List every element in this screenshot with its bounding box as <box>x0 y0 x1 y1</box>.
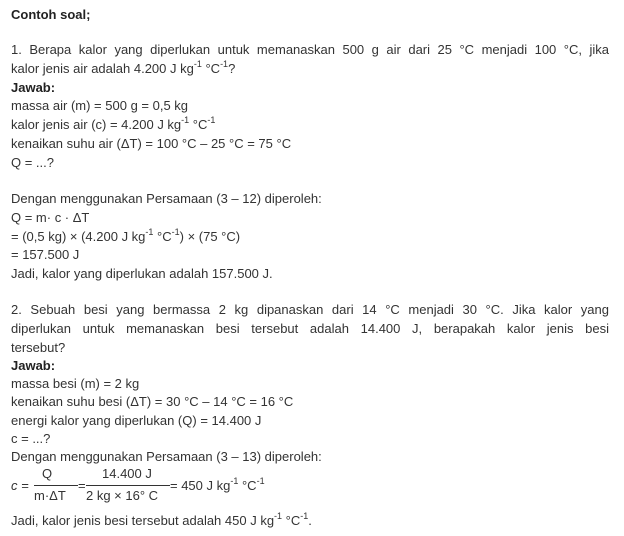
q1-line1: 1. Berapa kalor yang diperlukan untuk memanaskan 500 g air dari 25 °C menjadi 100 °C, jika <box>11 42 609 57</box>
q1-answer-label: Jawab: <box>11 80 56 95</box>
q2-line2: diperlukan untuk memanaskan besi tersebut adalah 14.400 J, berapakah kalor jenis besi <box>11 321 609 336</box>
q1-formula: Q = m· c · ΔT <box>11 210 90 225</box>
q2-heat-energy: energi kalor yang diperlukan (Q) = 14.400 J <box>11 413 262 428</box>
q1-result: = 157.500 J <box>11 247 80 262</box>
section-title: Contoh soal; <box>11 7 91 22</box>
eq-fraction-bar-1 <box>34 485 78 486</box>
eq-denominator-1: m·ΔT <box>34 488 66 503</box>
q1-temp-change: kenaikan suhu air (ΔT) = 100 °C – 25 °C = 75 °C <box>11 136 292 151</box>
q1-specific-heat: kalor jenis air (c) = 4.200 J $kg^{-1}$ $^\circ C^{-1}$ <box>11 114 216 132</box>
q2-conclusion: Jadi, kalor jenis besi tersebut adalah 450 J $kg^{-1}$ $^\circ C^{-1}$. <box>11 510 312 528</box>
q2-temp-change: kenaikan suhu besi (ΔT) = 30 °C – 14 °C = 16 °C <box>11 394 294 409</box>
eq-numerator-1: Q <box>42 466 53 481</box>
eq-result: = 450 J $kg^{-1}$ $^\circ C^{-1}$ <box>170 475 265 493</box>
q1-substitution: = (0,5 kg) × (4.200 J $kg^{-1}$ $^\circ C^{-1}) \times (75$ °C) <box>11 226 241 244</box>
q1-method: Dengan menggunakan Persamaan (3 – 12) diperoleh: <box>11 191 322 206</box>
q2-method: Dengan menggunakan Persamaan (3 – 13) diperoleh: <box>11 449 322 464</box>
q1-mass: massa air (m) = 500 g = 0,5 kg <box>11 98 189 113</box>
eq-equals: = <box>78 478 86 493</box>
q2-answer-label: Jawab: <box>11 358 56 373</box>
q1-unknown: Q = ...? <box>11 155 54 170</box>
eq-numerator-2: 14.400 J <box>102 466 152 481</box>
q2-line3: tersebut? <box>11 340 66 355</box>
eq-fraction-bar-2 <box>86 485 170 486</box>
q2-unknown: c = ...? <box>11 431 51 446</box>
q1-line2: kalor jenis air adalah 4.200 J $kg^{-1}$ $^\circ C^{-1}$? <box>11 58 236 76</box>
eq-c: c = <box>11 478 29 493</box>
eq-denominator-2: 2 kg × 16° C <box>86 488 159 503</box>
q2-mass: massa besi (m) = 2 kg <box>11 376 140 391</box>
q1-conclusion: Jadi, kalor yang diperlukan adalah 157.500 J. <box>11 266 273 281</box>
q2-line1: 2. Sebuah besi yang bermassa 2 kg dipanaskan dari 14 °C menjadi 30 °C. Jika kalor yang <box>11 302 609 317</box>
